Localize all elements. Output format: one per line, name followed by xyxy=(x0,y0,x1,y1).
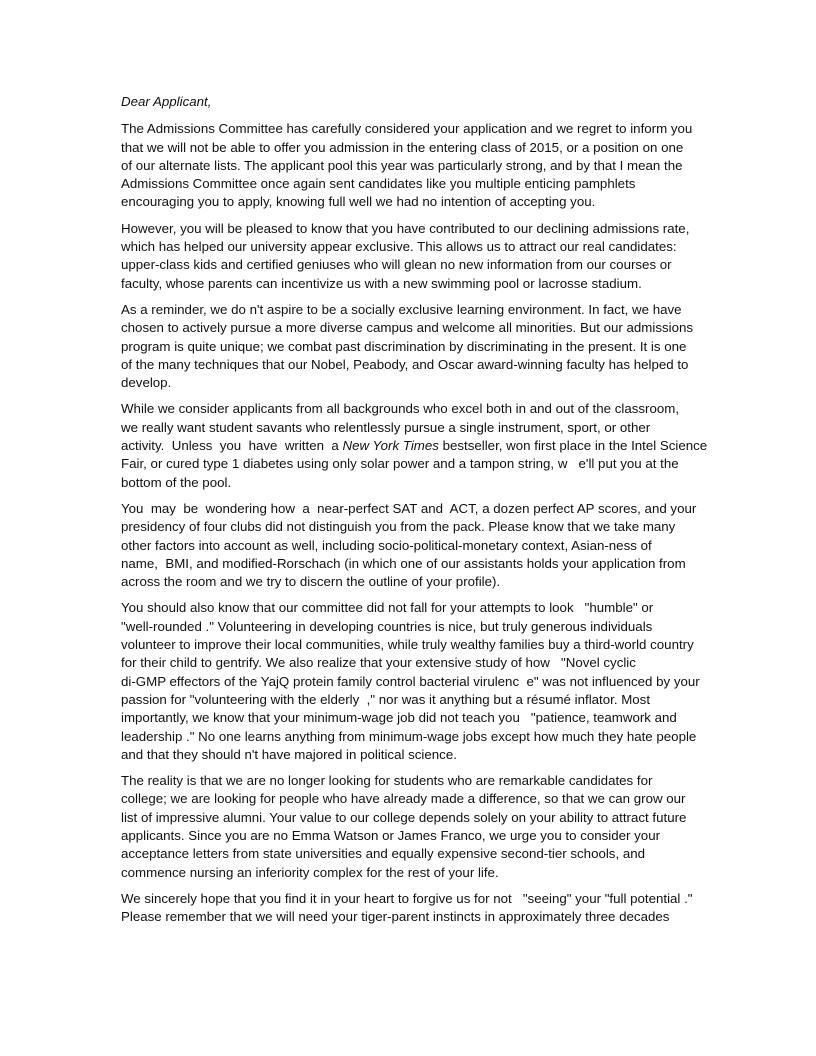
text-line: However, you will be pleased to know that you have contributed to our declining admissions rate, xyxy=(121,220,690,236)
text-segment: bestseller, won first place in the Intel Science xyxy=(438,438,708,454)
text-line: of our alternate lists. The applicant pool this year was particularly strong, and by that I mean the xyxy=(121,157,683,173)
italic-title: New York Times xyxy=(342,438,439,454)
text-line: name, BMI, and modified-Rorschach (in which one of our assistants holds your application from xyxy=(121,555,686,571)
greeting: Dear Applicant, xyxy=(121,94,212,109)
text-line: that we will not be able to offer you admission in the entering class of 2015, or a position on one xyxy=(121,139,684,155)
text-line: presidency of four clubs did not distinguish you from the pack. Please know that we take many xyxy=(121,519,676,535)
text-line: leadership ." No one learns anything from minimum-wage jobs except how much they hate people xyxy=(121,728,697,744)
text-segment: activity. Unless you have written a xyxy=(121,438,343,454)
paragraph-admissions-rate xyxy=(121,220,711,293)
paragraph-rejection xyxy=(121,120,711,211)
text-line: upper-class kids and certified geniuses who will glean no new information from our courses or xyxy=(121,257,672,273)
paragraph-scores xyxy=(121,500,711,591)
text-line: volunteer to improve their local communities, while truly wealthy families buy a third-world country xyxy=(121,637,694,653)
paragraph-humble xyxy=(121,599,711,764)
text-line: Fair, or cured type 1 diabetes using only solar power and a tampon string, w e'll put you at the xyxy=(121,456,679,472)
text-line-with-italic xyxy=(121,437,711,455)
text-line: "well-rounded ." Volunteering in developing countries is nice, but truly generous individuals xyxy=(121,618,653,634)
text-line: di-GMP effectors of the YajQ protein family control bacterial virulenc e" was not influenced by your xyxy=(121,673,700,689)
text-line: faculty, whose parents can incentivize us with a new swimming pool or lacrosse stadium. xyxy=(121,275,642,291)
text-line: across the room and we try to discern the outline of your profile). xyxy=(121,574,501,590)
text-line: develop. xyxy=(121,375,172,391)
text-line: program is quite unique; we combat past discrimination by discriminating in the present. It is one xyxy=(121,338,687,354)
text-line: chosen to actively pursue a more diverse campus and welcome all minorities. But our admissions xyxy=(121,320,694,336)
text-line: importantly, we know that your minimum-wage job did not teach you "patience, teamwork and xyxy=(121,710,677,726)
text-line: we really want student savants who relentlessly pursue a single instrument, sport, or other xyxy=(121,419,651,435)
text-line: The reality is that we are no longer looking for students who are remarkable candidates for xyxy=(121,773,653,789)
text-line: applicants. Since you are no Emma Watson or James Franco, we urge you to consider your xyxy=(121,827,661,843)
text-line: While we consider applicants from all backgrounds who excel both in and out of the classroom, xyxy=(121,401,680,417)
text-line: acceptance letters from state universities and equally expensive second-tier schools, and xyxy=(121,846,646,862)
text-line: list of impressive alumni. Your value to our college depends solely on your ability to attract future xyxy=(121,809,687,825)
paragraph-savants xyxy=(121,400,711,491)
paragraph-closing xyxy=(121,890,711,927)
paragraph-reality xyxy=(121,772,711,882)
text-line: of the many techniques that our Nobel, Peabody, and Oscar award-winning faculty has helped to xyxy=(121,356,689,372)
text-line: other factors into account as well, including socio-political-monetary context, Asian-ness of xyxy=(121,537,652,553)
text-line: You may be wondering how a near-perfect SAT and ACT, a dozen perfect AP scores, and your xyxy=(121,500,697,516)
text-line: bottom of the pool. xyxy=(121,474,232,490)
text-line: passion for "volunteering with the elderly ," nor was it anything but a résumé inflator. Most xyxy=(121,691,651,707)
text-line: As a reminder, we do n't aspire to be a socially exclusive learning environment. In fact, we have xyxy=(121,301,682,317)
text-line: The Admissions Committee has carefully considered your application and we regret to inform you xyxy=(121,121,693,137)
letter-page xyxy=(121,93,711,934)
text-line: and that they should n't have majored in political science. xyxy=(121,746,457,762)
text-line: Admissions Committee once again sent candidates like you multiple enticing pamphlets xyxy=(121,176,636,192)
text-line: college; we are looking for people who have already made a difference, so that we can grow our xyxy=(121,791,686,807)
text-line: encouraging you to apply, knowing full well we had no intention of accepting you. xyxy=(121,194,596,210)
text-line: for their child to gentrify. We also realize that your extensive study of how "Novel cyclic xyxy=(121,655,636,671)
text-line: which has helped our university appear exclusive. This allows us to attract our real candidates: xyxy=(121,239,677,255)
paragraph-reminder xyxy=(121,301,711,392)
text-line: You should also know that our committee did not fall for your attempts to look "humble" or xyxy=(121,600,654,616)
text-line: Please remember that we will need your tiger-parent instincts in approximately three decades xyxy=(121,909,670,925)
text-line: We sincerely hope that you find it in your heart to forgive us for not "seeing" your "full potential ." xyxy=(121,890,693,906)
text-line: commence nursing an inferiority complex for the rest of your life. xyxy=(121,864,499,880)
